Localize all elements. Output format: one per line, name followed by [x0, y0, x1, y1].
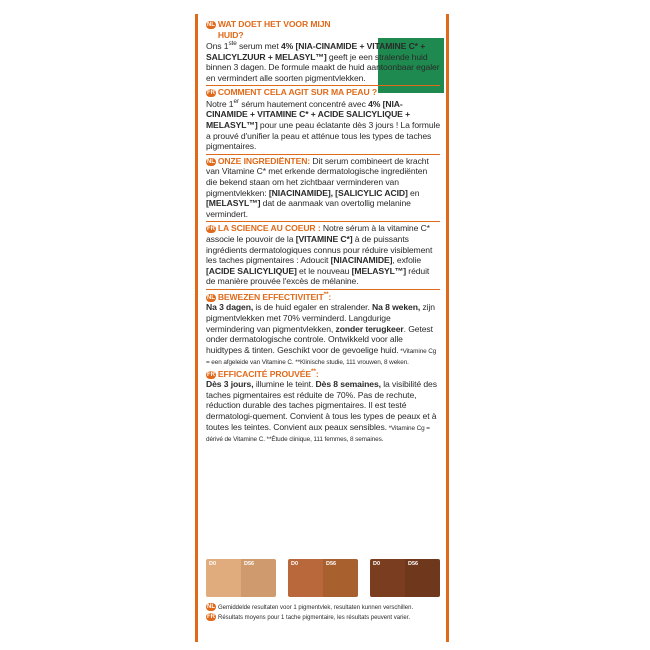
- fr-badge: FR: [207, 226, 215, 233]
- nl-badge: NL: [207, 158, 215, 165]
- text: pour une peau éclatante dès 3 jours ! La formule a prouvé d'unifier la peau et atténue tous les types de taches pigmentaires.: [206, 120, 441, 152]
- text: zijn pigmentvlekken met 70% verminderd. Langdurige vermindering van pigmentvlekken,: [206, 302, 435, 334]
- section-nl-what: [206, 19, 440, 83]
- section-title: LA SCIENCE AU COEUR :: [217, 223, 321, 234]
- footnote-text: Résultats moyens pour 1 tache pigmentaire, les résultats peuvent varier.: [218, 615, 411, 621]
- section-fr-how: [206, 87, 440, 151]
- section-fr-effectiveness: [206, 368, 440, 444]
- text: . Getest onder dermatologische controle. Ontwikkeld voor alle huidtypes & tinten. Geschikt voor de gevoelige huid.: [206, 323, 433, 355]
- swatch-after-label: D56: [326, 561, 337, 567]
- section-title: EFFICACITÉ PROUVÉE: [217, 368, 312, 379]
- divider: [206, 154, 440, 155]
- bold-text: [VITAMINE C*]: [295, 234, 353, 244]
- section-title: WAT DOET HET VOOR MIJN HUID?: [217, 19, 331, 40]
- text: dat de aanmaak van overtollig melanine vermindert.: [206, 198, 411, 219]
- text: serum met: [236, 41, 281, 52]
- divider: [206, 289, 440, 290]
- bold-text: Na 8 weken,: [372, 302, 421, 313]
- swatch-before-label: D0: [291, 561, 299, 567]
- nl-badge: NL: [207, 22, 215, 28]
- nl-badge: NL: [207, 294, 215, 301]
- text: la visibilité des taches pigmentaires est réduite de 70%. Pas de rechute, réduction durable des taches pigmentaires. Il est testé dermatologi-quement. Convient à tous les types de peaux et à toutes les teintes. Convient aux peaux sensibles.: [206, 379, 437, 432]
- text: , exfolie: [392, 255, 422, 266]
- section-nl-ingredients: [206, 156, 440, 220]
- text: à de puissants ingrédients dermatologiques connus pour réduire visiblement les taches pigmentaires : Adoucit: [206, 234, 433, 266]
- title-end: :: [315, 368, 319, 379]
- text: Notre 1: [206, 98, 234, 109]
- panel-text: [206, 19, 440, 444]
- title-end: :: [328, 291, 332, 302]
- swatch-after-label: D56: [408, 561, 419, 567]
- swatch-before-label: D0: [373, 561, 381, 567]
- bold-text: zonder terugkeer: [335, 323, 404, 334]
- bold-text: Dès 8 semaines,: [315, 379, 381, 390]
- footnote-text: *Vitamine Cg = dérivé de Vitamine C. **Étude clinique, 111 femmes, 8 semaines.: [206, 424, 430, 443]
- text: Notre sérum à la vitamine C* associe le pouvoir de la: [206, 223, 430, 244]
- fr-badge: FR: [207, 614, 215, 620]
- bold-text: [MELASYL™]: [206, 198, 261, 209]
- text: réduit de manière prouvée l'excès de mélanine.: [206, 265, 430, 287]
- superscript: **: [323, 290, 329, 298]
- text: is de huid egaler en stralender.: [253, 302, 373, 313]
- bold-text: 4% [NIA-CINAMIDE + VITAMINE C* + SALICYLZUUR + MELASYL™]: [206, 41, 426, 62]
- bold-text: Dès 3 jours,: [206, 379, 254, 390]
- fr-badge: FR: [207, 90, 215, 97]
- superscript: ste: [228, 40, 237, 48]
- bold-text: [NIACINAMIDE]: [330, 255, 393, 266]
- text: Dit serum combineert de kracht van Vitamine C* met erkende dermatologische ingrediënten die bekend staan om het zichtbaar verminderen van pigmentvlekken:: [206, 155, 429, 198]
- superscript: **: [311, 367, 316, 375]
- swatch-after-label: D56: [244, 561, 255, 567]
- section-nl-effectiveness: [206, 291, 440, 367]
- section-fr-science: [206, 223, 440, 287]
- bold-text: [MELASYL™]: [351, 265, 407, 276]
- bold-text: Na 3 dagen,: [206, 302, 254, 313]
- swatch-light: [206, 559, 276, 597]
- before-after-swatches: [206, 559, 440, 597]
- swatch-before-label: D0: [209, 561, 217, 567]
- fr-badge: FR: [207, 371, 215, 378]
- swatch-medium: [288, 559, 358, 597]
- footnote-text: Gemiddelde resultaten voor 1 pigmentvlek, resultaten kunnen verschillen.: [218, 605, 414, 611]
- nl-badge: NL: [207, 604, 215, 610]
- bold-text: [NIACINAMIDE], [SALICYLIC ACID]: [268, 187, 408, 198]
- text: et le nouveau: [296, 265, 352, 276]
- section-title: ONZE INGREDIËNTEN:: [217, 155, 311, 166]
- bold-text: [ACIDE SALICYLIQUE]: [206, 265, 297, 276]
- footnote-fr: [206, 613, 440, 622]
- text: sérum hautement concentré avec: [238, 98, 369, 109]
- divider: [206, 85, 440, 86]
- superscript: er: [233, 98, 239, 106]
- text: illumine le teint.: [253, 379, 316, 390]
- section-title: BEWEZEN EFFECTIVITEIT: [217, 291, 324, 302]
- product-panel: [195, 14, 449, 642]
- text: Ons 1: [206, 41, 229, 52]
- text: geeft je een stralende huid binnen 3 dagen. De formule maakt de huid aantoonbaar egaler en vermindert alle soorten pigmentvlekken.: [206, 51, 440, 83]
- divider: [206, 221, 440, 222]
- bold-text: 4% [NIA-CINAMIDE + VITAMINE C* + ACIDE SALICYLIQUE + MELASYL™]: [206, 98, 411, 131]
- footnote-nl: [206, 603, 440, 612]
- swatch-dark: [370, 559, 440, 597]
- text: en: [407, 187, 420, 198]
- footnote-text: *Vitamine Cg = een afgeleide van Vitamine C. **Klinische studie, 111 vrouwen, 8 weken.: [206, 347, 437, 366]
- section-title: COMMENT CELA AGIT SUR MA PEAU ?: [217, 87, 378, 98]
